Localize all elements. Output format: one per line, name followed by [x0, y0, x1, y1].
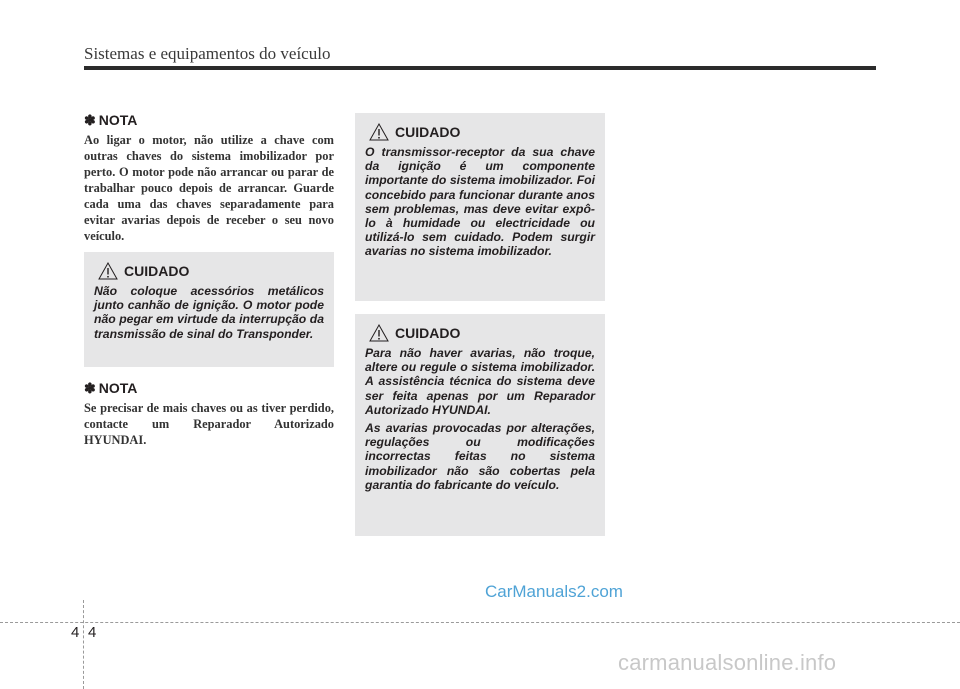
caution-body: O transmissor-receptor da sua chave da ignição é um componente importante do sistema imobilizador. Foi concebido para funcionar durante anos sem problemas, mas deve evitar expô-lo à humidade ou electricidade ou utilizá-lo sem cuidado. Podem surgir avarias no sistema imobilizador. [365, 145, 595, 259]
note-title: ✽ NOTA [84, 112, 138, 128]
caution-title: CUIDADO [124, 263, 190, 279]
caution-body: Para não haver avarias, não troque, altere ou regule o sistema imobilizador. A assistência técnica do sistema deve ser feita apenas por um Reparador Autorizado HYUNDAI. [365, 346, 595, 417]
footer-rule [0, 622, 960, 623]
note-body: Ao ligar o motor, não utilize a chave com outras chaves do sistema imobilizador por perto. O motor pode não arrancar ou parar de trabalhar pouco depois de arrancar. Guarde cada uma das chaves separadamente para evitar avarias depois de receber o seu novo veículo. [84, 133, 334, 243]
watermark-link[interactable]: CarManuals2.com [485, 582, 623, 601]
footer-divider [83, 600, 84, 689]
warning-triangle-icon [369, 123, 389, 141]
note-title: ✽ NOTA [84, 380, 138, 396]
star-icon: ✽ [84, 112, 96, 128]
chapter-number: 4 [71, 624, 80, 641]
caution-title: CUIDADO [395, 124, 461, 140]
footer-site-link[interactable]: carmanualsonline.info [618, 650, 837, 675]
note-body: Se precisar de mais chaves ou as tiver perdido, contacte um Reparador Autorizado HYUNDAI. [84, 401, 334, 447]
caution-body: Não coloque acessórios metálicos junto canhão de ignição. O motor pode não pegar em virtude da interrupção da transmissão de sinal do Transponder. [94, 284, 324, 341]
note-ignition [84, 112, 334, 244]
header-title: Sistemas e equipamentos do veículo [84, 44, 331, 63]
caution-metallic-accessories [84, 252, 334, 367]
warning-triangle-icon [98, 262, 118, 280]
caution-transponder [355, 113, 605, 301]
star-icon: ✽ [84, 380, 96, 396]
caution-title: CUIDADO [395, 325, 461, 341]
caution-immobilizer-tampering [355, 314, 605, 536]
caution-body: As avarias provocadas por alterações, regulações ou modificações incorrectas feitas no sistema imobilizador não são cobertas pela garantia do fabricante do veículo. [365, 421, 595, 492]
note-extra-keys [84, 380, 334, 448]
header-rule [84, 66, 876, 70]
page-number: 4 [88, 624, 97, 641]
warning-triangle-icon [369, 324, 389, 342]
